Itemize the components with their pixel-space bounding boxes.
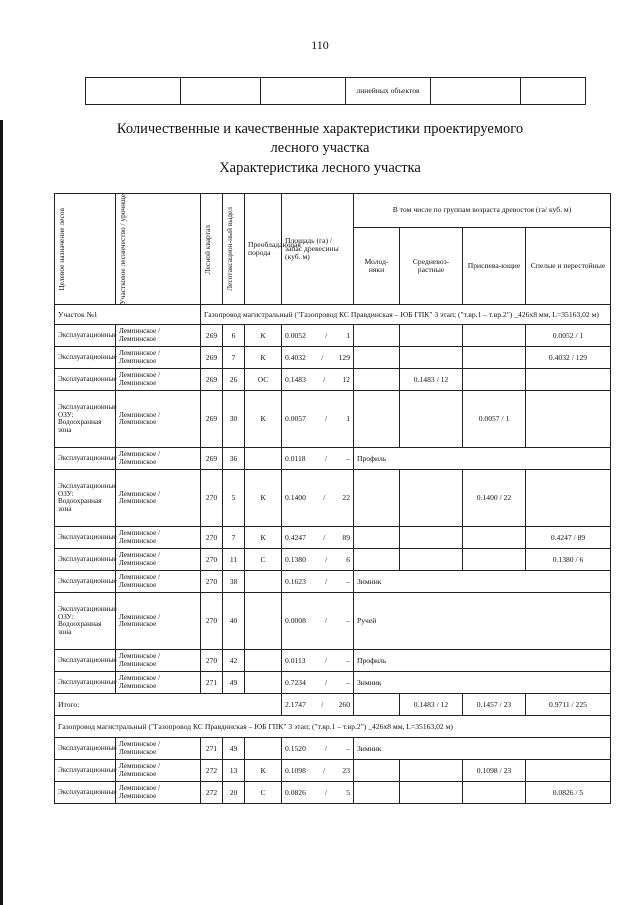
species-cell bbox=[245, 738, 282, 760]
forestry-cell: Лемпинское / Лемпинское bbox=[116, 527, 201, 549]
young-cell bbox=[354, 760, 400, 782]
purpose-cell: Эксплуатационные bbox=[55, 738, 116, 760]
plot-cell: 38 bbox=[223, 571, 245, 593]
area-value: 0.0052 bbox=[285, 330, 306, 340]
plot-cell: 36 bbox=[223, 448, 245, 470]
forestry-cell: Лемпинское / Лемпинское bbox=[116, 347, 201, 369]
separator: / bbox=[324, 330, 328, 340]
mid-cell bbox=[400, 391, 463, 448]
table-row bbox=[55, 782, 611, 804]
volume-value: 89 bbox=[342, 532, 350, 542]
table-row bbox=[55, 369, 611, 391]
page-number: 110 bbox=[311, 38, 329, 52]
section-label: Участок №1 bbox=[55, 305, 201, 325]
plot-cell: 6 bbox=[223, 325, 245, 347]
pre-cell bbox=[463, 325, 526, 347]
col-purpose-header: Целевое назначение лесов bbox=[55, 194, 116, 305]
separator: / bbox=[323, 374, 326, 384]
separator: / bbox=[324, 787, 328, 797]
table-row bbox=[55, 549, 611, 571]
note-cell: Зимник bbox=[354, 571, 611, 593]
mid-cell bbox=[400, 549, 463, 571]
ripe-cell: 0.0826 / 5 bbox=[526, 782, 611, 804]
separator: / bbox=[324, 453, 327, 463]
note-cell: Профиль bbox=[354, 448, 611, 470]
pre-cell bbox=[463, 369, 526, 391]
separator: / bbox=[324, 655, 327, 665]
purpose-cell: Эксплуатационные bbox=[55, 760, 116, 782]
area-volume-cell bbox=[282, 527, 354, 549]
note-cell: Ручей bbox=[354, 593, 611, 650]
separator: / bbox=[323, 493, 326, 503]
quarter-cell: 270 bbox=[201, 593, 223, 650]
area-value: 0.0113 bbox=[285, 655, 306, 665]
area-volume-cell bbox=[282, 650, 354, 672]
area-volume-cell bbox=[282, 782, 354, 804]
volume-value: 5 bbox=[346, 787, 350, 797]
table-row bbox=[55, 470, 611, 527]
species-cell: К bbox=[245, 470, 282, 527]
col-mid-header: Средневоз-растные bbox=[400, 228, 463, 305]
young-cell bbox=[354, 782, 400, 804]
purpose-cell: Эксплуатационные ОЗУ: Водоохранная зона bbox=[55, 593, 116, 650]
mid-cell bbox=[400, 347, 463, 369]
col-pre-header: Приспева-ющие bbox=[463, 228, 526, 305]
quarter-cell: 270 bbox=[201, 527, 223, 549]
volume-value: – bbox=[346, 453, 350, 463]
col-quarter-header: Лесной квартал bbox=[201, 194, 223, 305]
species-cell: ОС bbox=[245, 369, 282, 391]
col-area-header: Площадь (га) / запас древесины (куб. м) bbox=[282, 194, 354, 305]
purpose-cell: Эксплуатационные bbox=[55, 782, 116, 804]
volume-value: 23 bbox=[342, 765, 350, 775]
purpose-cell: Эксплуатационные bbox=[55, 325, 116, 347]
species-cell: С bbox=[245, 782, 282, 804]
species-cell: К bbox=[245, 760, 282, 782]
ripe-cell bbox=[526, 391, 611, 448]
area-volume-cell bbox=[282, 347, 354, 369]
separator: / bbox=[324, 576, 328, 586]
quarter-cell: 269 bbox=[201, 448, 223, 470]
young-cell bbox=[354, 325, 400, 347]
mid-cell bbox=[400, 325, 463, 347]
young-cell bbox=[354, 347, 400, 369]
col-species-header: Преобладающая порода bbox=[245, 194, 282, 305]
note-cell: Зимник bbox=[354, 738, 611, 760]
purpose-cell: Эксплуатационные bbox=[55, 448, 116, 470]
forestry-cell: Лемпинское / Лемпинское bbox=[116, 470, 201, 527]
ripe-cell bbox=[526, 369, 611, 391]
age-groups-header: В том числе по группам возраста древостоя (га/ куб. м) bbox=[354, 194, 611, 228]
table-row bbox=[55, 593, 611, 650]
quarter-cell: 269 bbox=[201, 347, 223, 369]
plot-cell: 7 bbox=[223, 347, 245, 369]
area-volume-cell bbox=[282, 571, 354, 593]
separator: / bbox=[323, 765, 326, 775]
separator: / bbox=[324, 616, 328, 626]
forestry-cell: Лемпинское / Лемпинское bbox=[116, 325, 201, 347]
area-value: 0.1520 bbox=[285, 743, 306, 753]
total-label: Итого: bbox=[55, 694, 282, 716]
species-cell bbox=[245, 593, 282, 650]
quarter-cell: 270 bbox=[201, 470, 223, 527]
volume-value: 22 bbox=[342, 493, 350, 503]
forestry-cell: Лемпинское / Лемпинское bbox=[116, 782, 201, 804]
separator: / bbox=[321, 352, 324, 362]
pre-cell: 0.0057 / 1 bbox=[463, 391, 526, 448]
pre-cell bbox=[463, 527, 526, 549]
table-row bbox=[55, 347, 611, 369]
forestry-cell: Лемпинское / Лемпинское bbox=[116, 549, 201, 571]
table-row bbox=[55, 760, 611, 782]
young-cell bbox=[354, 694, 400, 716]
table-row bbox=[55, 527, 611, 549]
species-cell: К bbox=[245, 527, 282, 549]
quarter-cell: 270 bbox=[201, 571, 223, 593]
pre-cell bbox=[463, 549, 526, 571]
separator: / bbox=[324, 677, 328, 687]
note-cell: Профиль bbox=[354, 650, 611, 672]
forestry-cell: Лемпинское / Лемпинское bbox=[116, 391, 201, 448]
page-subtitle: Характеристика лесного участка bbox=[219, 160, 421, 176]
area-value: 0.1098 bbox=[285, 765, 306, 775]
quarter-cell: 269 bbox=[201, 369, 223, 391]
area-volume-cell bbox=[282, 593, 354, 650]
purpose-cell: Эксплуатационные bbox=[55, 650, 116, 672]
mid-cell: 0.1483 / 12 bbox=[400, 694, 463, 716]
forestry-cell: Лемпинское / Лемпинское bbox=[116, 760, 201, 782]
forestry-cell: Лемпинское / Лемпинское bbox=[116, 571, 201, 593]
mid-cell bbox=[400, 527, 463, 549]
species-cell bbox=[245, 448, 282, 470]
ripe-cell bbox=[526, 470, 611, 527]
purpose-cell: Эксплуатационные ОЗУ: Водоохранная зона bbox=[55, 470, 116, 527]
table-row bbox=[55, 391, 611, 448]
col-ripe-header: Спелые и перестойные bbox=[526, 228, 611, 305]
pre-cell: 0.1400 / 22 bbox=[463, 470, 526, 527]
forestry-cell: Лемпинское / Лемпинское bbox=[116, 369, 201, 391]
volume-value: 12 bbox=[342, 374, 350, 384]
area-volume-cell bbox=[282, 448, 354, 470]
area-volume-cell bbox=[282, 325, 354, 347]
purpose-cell: Эксплуатационные bbox=[55, 369, 116, 391]
prev-table-cell: линейных объектов bbox=[346, 78, 431, 105]
area-volume-cell bbox=[282, 369, 354, 391]
area-volume-cell bbox=[282, 391, 354, 448]
species-cell bbox=[245, 650, 282, 672]
volume-value: – bbox=[346, 655, 350, 665]
volume-value: – bbox=[346, 743, 350, 753]
species-cell: К bbox=[245, 347, 282, 369]
forestry-cell: Лемпинское / Лемпинское bbox=[116, 448, 201, 470]
area-value: 0.4032 bbox=[285, 352, 306, 362]
volume-value: 1 bbox=[346, 330, 350, 340]
volume-value: – bbox=[346, 576, 350, 586]
mid-cell: 0.1483 / 12 bbox=[400, 369, 463, 391]
ripe-cell: 0.9711 / 225 bbox=[526, 694, 611, 716]
volume-value: – bbox=[346, 677, 350, 687]
quarter-cell: 271 bbox=[201, 738, 223, 760]
separator: / bbox=[324, 414, 328, 424]
ripe-cell: 0.1380 / 6 bbox=[526, 549, 611, 571]
volume-value: 1 bbox=[346, 414, 350, 424]
table-row bbox=[55, 672, 611, 694]
note-cell: Зимник bbox=[354, 672, 611, 694]
ripe-cell: 0.4247 / 89 bbox=[526, 527, 611, 549]
separator: / bbox=[324, 554, 328, 564]
plot-cell: 30 bbox=[223, 391, 245, 448]
table-row bbox=[55, 448, 611, 470]
table-row bbox=[55, 325, 611, 347]
ripe-cell: 0.4032 / 129 bbox=[526, 347, 611, 369]
area-value: 0.0118 bbox=[285, 453, 306, 463]
forestry-cell: Лемпинское / Лемпинское bbox=[116, 738, 201, 760]
mid-cell bbox=[400, 782, 463, 804]
area-value: 0.0008 bbox=[285, 616, 306, 626]
purpose-cell: Эксплуатационные ОЗУ: Водоохранная зона bbox=[55, 391, 116, 448]
area-value: 0.1483 bbox=[285, 374, 306, 384]
young-cell bbox=[354, 470, 400, 527]
mid-cell bbox=[400, 470, 463, 527]
area-value: 0.7234 bbox=[285, 677, 306, 687]
table-row bbox=[55, 571, 611, 593]
forestry-cell: Лемпинское / Лемпинское bbox=[116, 593, 201, 650]
volume-value: 260 bbox=[338, 699, 350, 709]
young-cell bbox=[354, 527, 400, 549]
species-cell bbox=[245, 672, 282, 694]
area-volume-cell bbox=[282, 760, 354, 782]
volume-value: 6 bbox=[346, 554, 350, 564]
species-cell: С bbox=[245, 549, 282, 571]
purpose-cell: Эксплуатационные bbox=[55, 571, 116, 593]
forest-plot-table bbox=[54, 193, 611, 804]
plot-cell: 26 bbox=[223, 369, 245, 391]
quarter-cell: 270 bbox=[201, 549, 223, 571]
col-plot-header: Лесотаксацион-ный выдел bbox=[223, 194, 245, 305]
plot-cell: 49 bbox=[223, 672, 245, 694]
area-value: 0.0057 bbox=[285, 414, 306, 424]
quarter-cell: 269 bbox=[201, 391, 223, 448]
species-cell: К bbox=[245, 391, 282, 448]
previous-table-fragment bbox=[85, 77, 586, 105]
volume-value: – bbox=[346, 616, 350, 626]
page-title: Количественные и качественные характеристики проектируемого лесного участка bbox=[116, 121, 524, 156]
pre-cell bbox=[463, 782, 526, 804]
plot-cell: 20 bbox=[223, 782, 245, 804]
table-row bbox=[55, 650, 611, 672]
pipeline-description: Газопровод магистральный ("Газопровод КС Правдинская – ЮБ ГПК" 3 этап; ("т.вр.1 – т.вр.2") _426х8 мм, L=35163,02 м) bbox=[55, 716, 611, 738]
forestry-cell: Лемпинское / Лемпинское bbox=[116, 650, 201, 672]
pipeline-description: Газопровод магистральный ("Газопровод КС Правдинская – ЮБ ГПК" 3 этап; ("т.вр.1 – т.вр.2") _426х8 мм, L=35163,02 м) bbox=[201, 305, 611, 325]
volume-value: 129 bbox=[338, 352, 350, 362]
area-value: 0.1380 bbox=[285, 554, 306, 564]
area-volume-cell bbox=[282, 549, 354, 571]
area-value: 0.1623 bbox=[285, 576, 306, 586]
plot-cell: 42 bbox=[223, 650, 245, 672]
separator: / bbox=[321, 699, 324, 709]
purpose-cell: Эксплуатационные bbox=[55, 672, 116, 694]
plot-cell: 40 bbox=[223, 593, 245, 650]
pre-cell: 0.1457 / 23 bbox=[463, 694, 526, 716]
area-volume-cell bbox=[282, 672, 354, 694]
purpose-cell: Эксплуатационные bbox=[55, 347, 116, 369]
separator: / bbox=[323, 532, 326, 542]
area-volume-cell bbox=[282, 470, 354, 527]
area-value: 0.0826 bbox=[285, 787, 306, 797]
species-cell: К bbox=[245, 325, 282, 347]
quarter-cell: 272 bbox=[201, 782, 223, 804]
plot-cell: 11 bbox=[223, 549, 245, 571]
mid-cell bbox=[400, 760, 463, 782]
purpose-cell: Эксплуатационные bbox=[55, 527, 116, 549]
young-cell bbox=[354, 391, 400, 448]
area-value: 0.4247 bbox=[285, 532, 306, 542]
ripe-cell bbox=[526, 760, 611, 782]
scan-left-edge bbox=[0, 120, 3, 905]
purpose-cell: Эксплуатационные bbox=[55, 549, 116, 571]
forestry-cell: Лемпинское / Лемпинское bbox=[116, 672, 201, 694]
quarter-cell: 272 bbox=[201, 760, 223, 782]
quarter-cell: 269 bbox=[201, 325, 223, 347]
species-cell bbox=[245, 571, 282, 593]
total-row bbox=[55, 694, 611, 716]
plot-cell: 49 bbox=[223, 738, 245, 760]
col-forestry-header: Участковое лесничество / урочище bbox=[116, 194, 201, 305]
young-cell bbox=[354, 369, 400, 391]
quarter-cell: 270 bbox=[201, 650, 223, 672]
area-volume-cell bbox=[282, 738, 354, 760]
young-cell bbox=[354, 549, 400, 571]
pre-cell: 0.1098 / 23 bbox=[463, 760, 526, 782]
plot-cell: 13 bbox=[223, 760, 245, 782]
quarter-cell: 271 bbox=[201, 672, 223, 694]
area-value: 0.1400 bbox=[285, 493, 306, 503]
area-value: 2.1747 bbox=[285, 699, 306, 709]
separator: / bbox=[324, 743, 328, 753]
area-volume-cell bbox=[282, 694, 354, 716]
plot-cell: 5 bbox=[223, 470, 245, 527]
col-young-header: Молод-няки bbox=[354, 228, 400, 305]
table-row bbox=[55, 738, 611, 760]
ripe-cell: 0.0052 / 1 bbox=[526, 325, 611, 347]
plot-cell: 7 bbox=[223, 527, 245, 549]
pre-cell bbox=[463, 347, 526, 369]
